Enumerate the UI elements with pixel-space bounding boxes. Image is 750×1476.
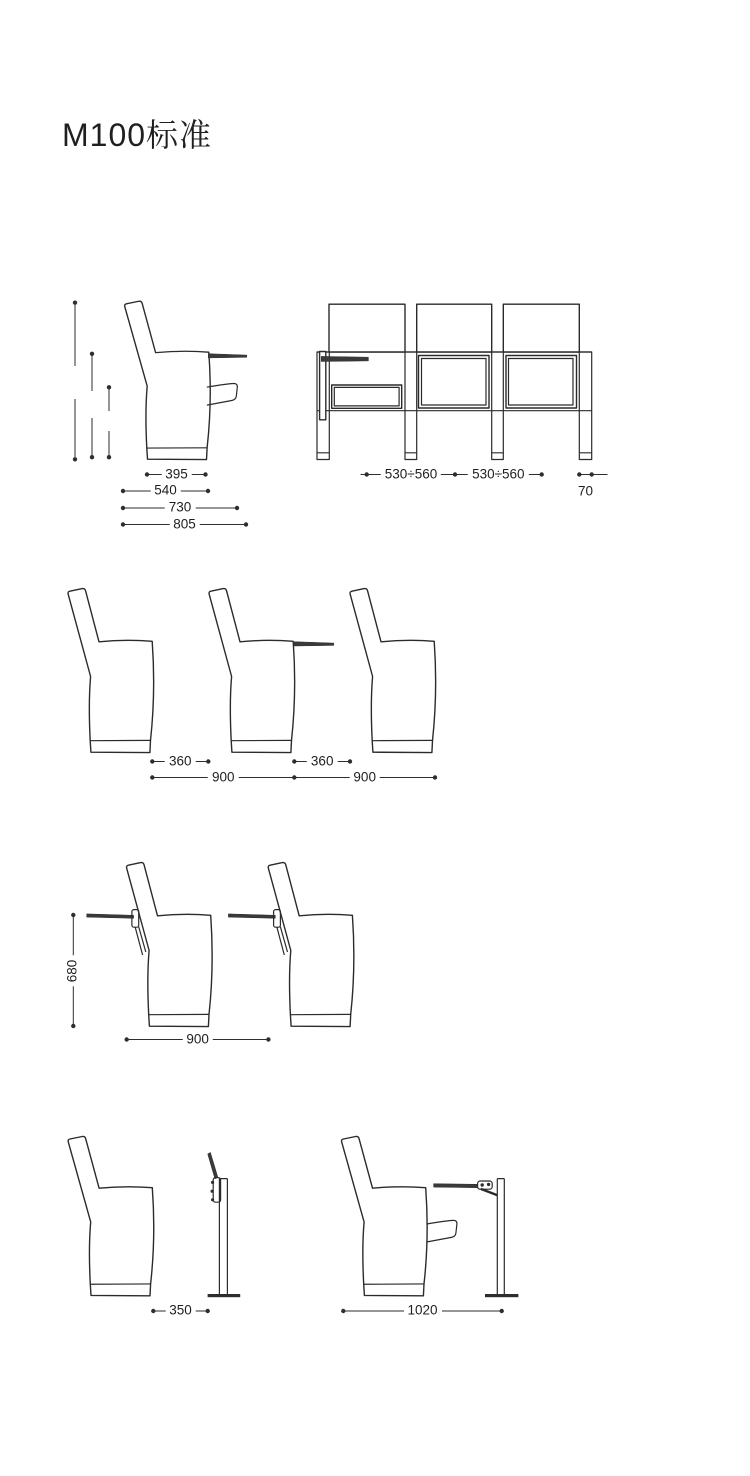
dim-seat-pitch-2: 530÷560 (468, 467, 528, 482)
tablet-side-support (320, 352, 326, 420)
dim-row-pitch-1: 900 (208, 770, 239, 785)
dim-seat-pitch-1: 530÷560 (381, 467, 441, 482)
dim-stand-offset: 350 (165, 1304, 196, 1319)
dim-row-pitch-2: 900 (349, 770, 380, 785)
dim-row-pitch-3: 900 (182, 1032, 213, 1047)
tablet-arm-stowed (294, 642, 334, 646)
front-view-three-seats (317, 304, 592, 459)
side-view-seat (125, 301, 247, 459)
tablet-top-front (321, 356, 368, 361)
dim-tablet-width: 730 (165, 501, 196, 516)
dim-total-depth: 1020 (403, 1304, 441, 1319)
tablet-stand-folded (208, 1152, 241, 1297)
tablet-arm-stowed (208, 354, 247, 358)
row-spacing-view (68, 589, 436, 753)
dim-clearance-2: 360 (307, 754, 338, 769)
dim-seat-width: 395 (161, 467, 192, 482)
dim-total-width: 805 (169, 517, 200, 532)
dim-clearance-1: 360 (165, 754, 196, 769)
dim-leg-width: 70 (577, 483, 594, 499)
dim-body-width: 540 (150, 484, 181, 499)
stand-view (68, 1136, 518, 1297)
writing-tablet-view (87, 863, 354, 1027)
armrest (207, 383, 238, 405)
armrest (426, 1220, 457, 1242)
page-title: M100标准 (62, 117, 213, 153)
dim-tablet-height: 680 (66, 955, 81, 986)
